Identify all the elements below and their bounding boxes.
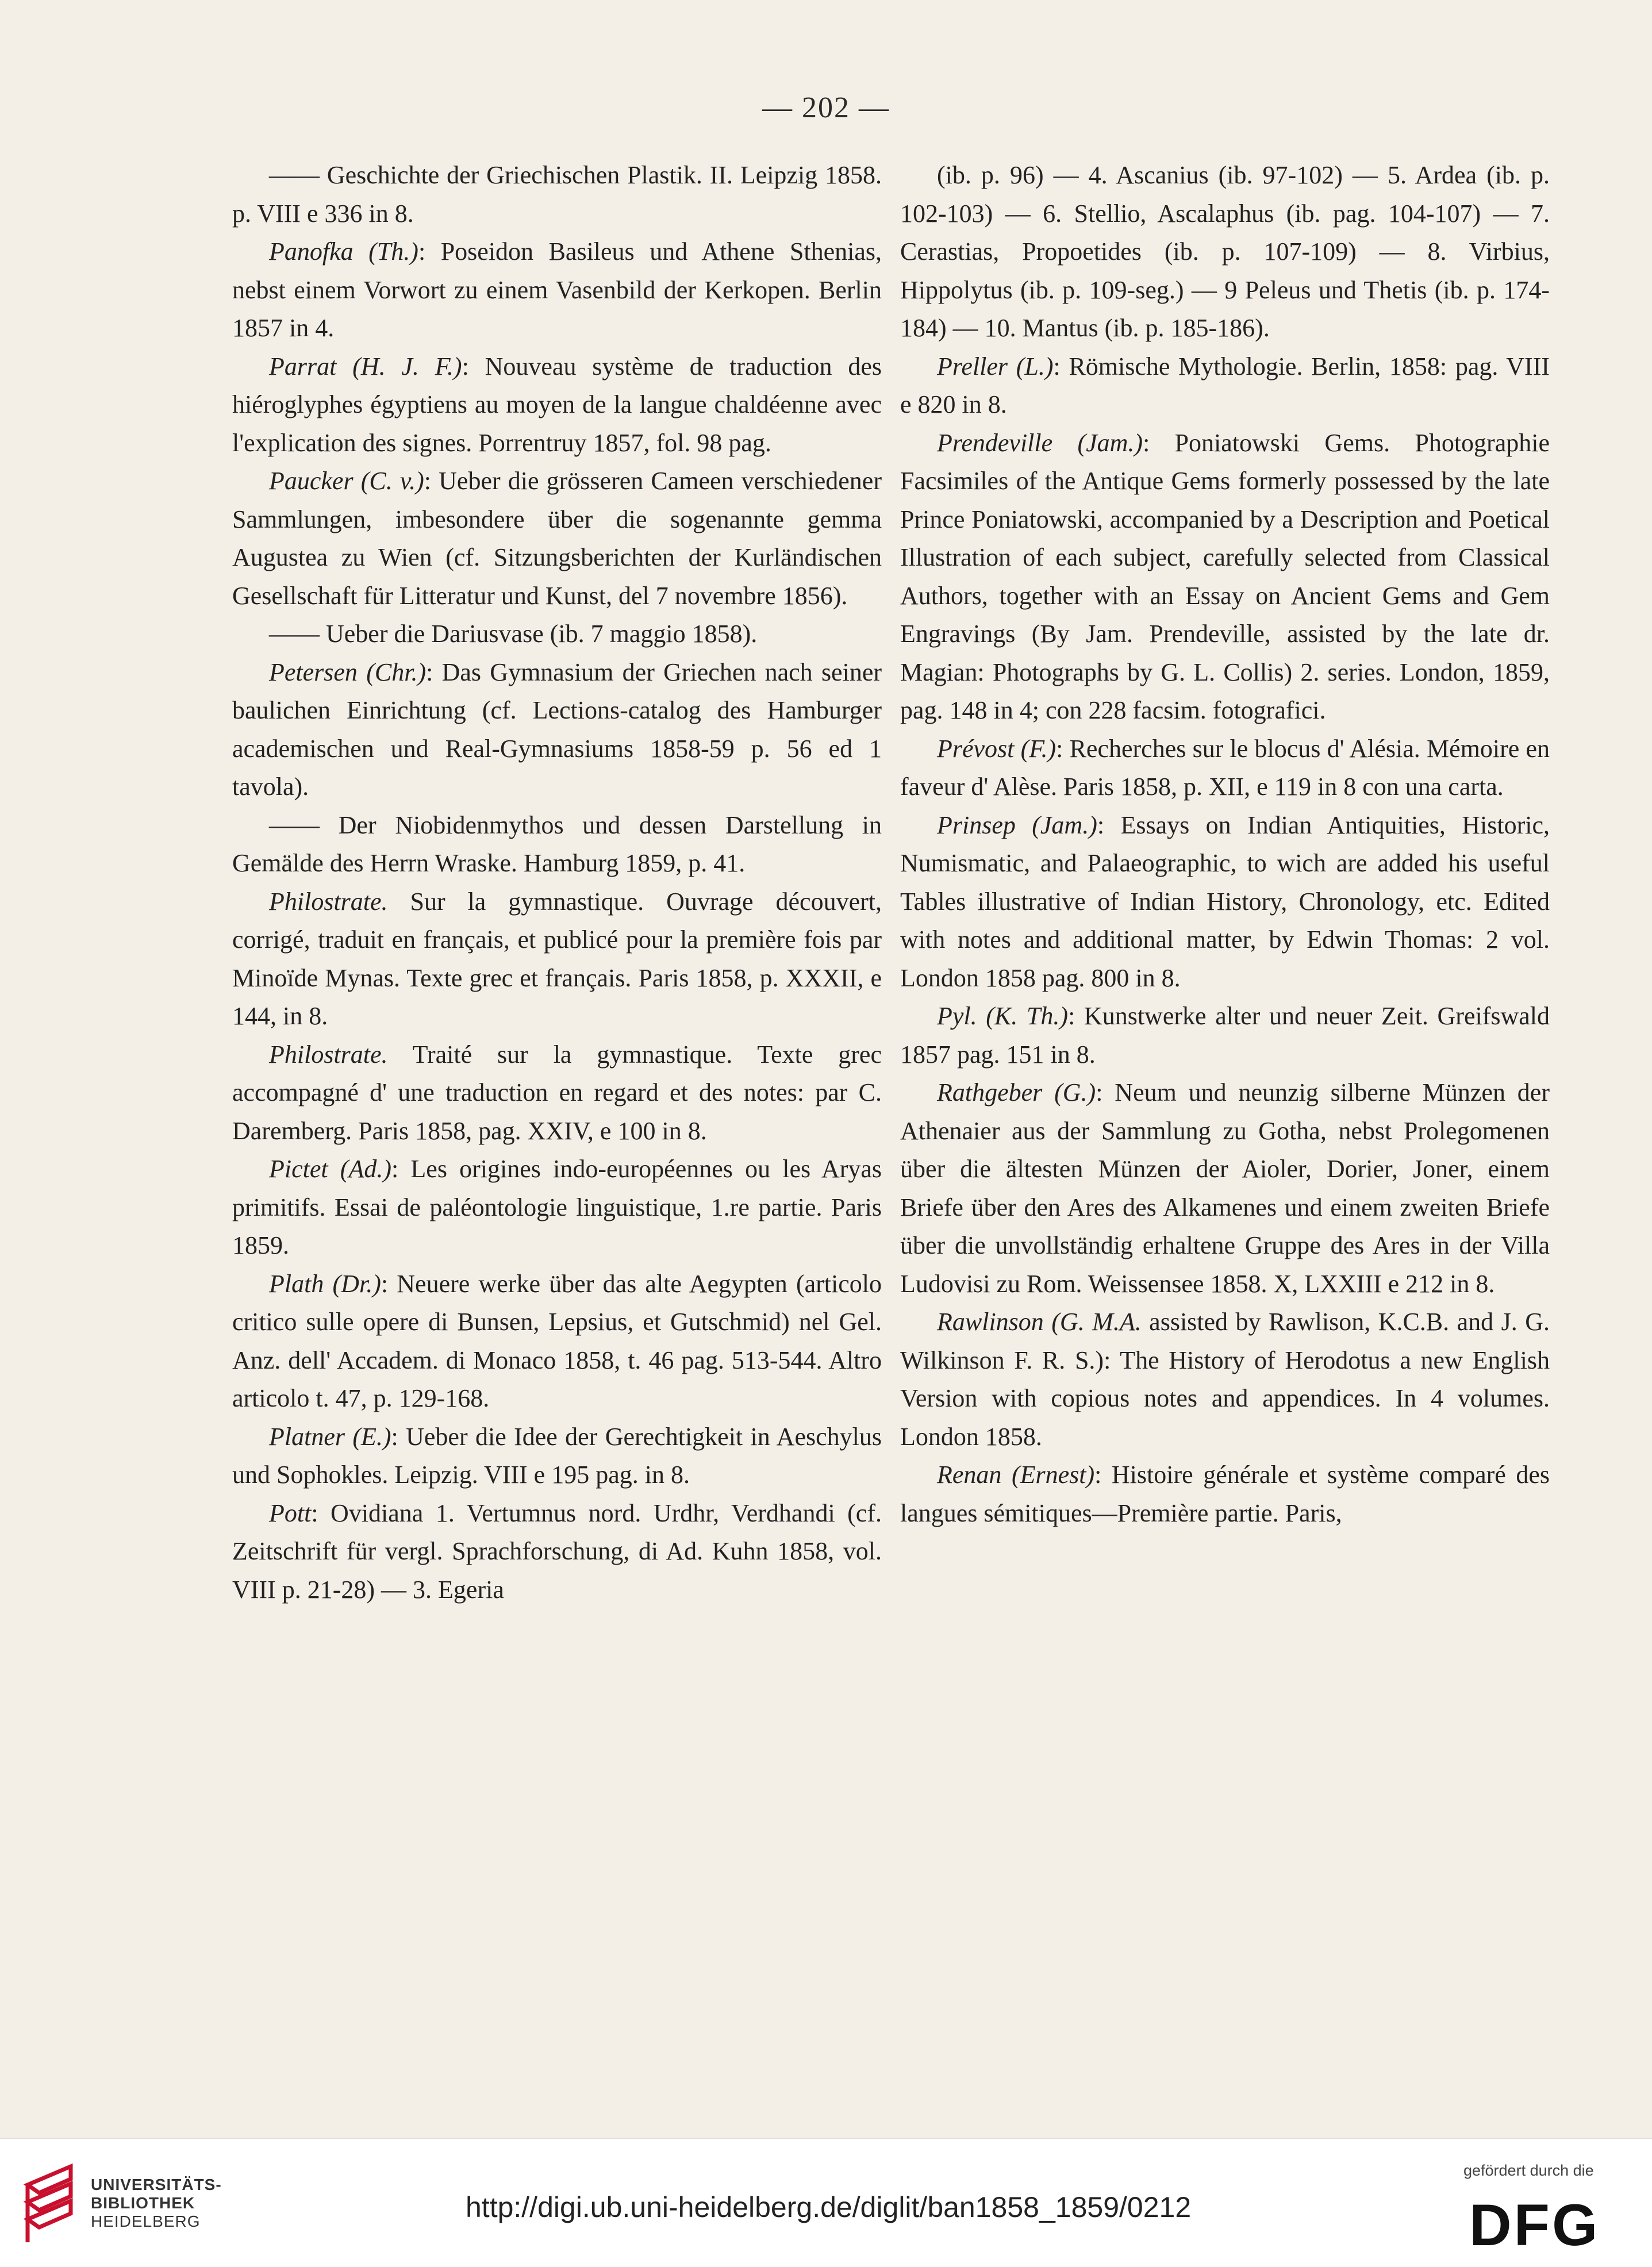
bibliography-entry — [232, 1494, 882, 1609]
entry-text: : Neum und neunzig silberne Münzen der Athenaier aus der Sammlung zu Gotha, nebst Prolegomenen über die ältesten Münzen der Aioler, Dorier, Joner, einem Briefe über den Ares des Alkamenes und einem zweiten Briefe über die unvollständig erhaltene Gruppe des Ares in der Villa Ludovisi zu Rom. Weissensee 1858. X, LXXIII e 212 in 8. — [900, 1078, 1550, 1298]
bibliography-entry — [232, 1418, 882, 1494]
entry-author: Parrat (H. J. F.) — [269, 352, 462, 381]
bibliography-entry — [900, 424, 1550, 730]
entry-lead-text: —— Der Niobidenmythos und dessen Darstellung in Gemälde des Herrn Wraske. Hamburg 1859, p. 41. — [232, 810, 882, 877]
entry-text: : Histoire générale et système comparé des langues sémitiques—Première partie. Paris, — [900, 1461, 1550, 1527]
entry-author: Plath (Dr.) — [269, 1269, 381, 1298]
bibliography-entry — [232, 1150, 882, 1265]
entry-author: Pyl. (K. Th.) — [937, 1002, 1069, 1030]
entry-author: Preller (L.) — [937, 352, 1054, 381]
bibliography-entry — [900, 730, 1550, 806]
dfg-logo: DFG — [1469, 2192, 1600, 2258]
entry-author: Platner (E.) — [269, 1422, 391, 1451]
entry-lead-text: (ib. p. 96) — 4. Ascanius (ib. 97-102) — 5. Ardea (ib. p. 102-103) — 6. Stellio, Ascalaphus (ib. pag. 104-107) — 7. Cerastias, Propoetides (ib. p. 107-109) — 8. Virbius, Hippolytus (ib. p. 109-seg.) — 9 Peleus und Thetis (ib. p. 174-184) — 10. Mantus (ib. p. 185-186). — [900, 161, 1550, 342]
entry-text: assisted by Rawlison, K.C.B. and J. G. Wilkinson F. R. S.): The History of Herodotus a new English Version with copious notes and appendices. In 4 volumes. London 1858. — [900, 1308, 1550, 1451]
entry-author: Pictet (Ad.) — [269, 1155, 391, 1183]
entry-text: Sur la gymnastique. Ouvrage découvert, corrigé, traduit en français, et publicé pour la première fois par Minoïde Mynas. Texte grec et français. Paris 1858, p. XXXII, e 144, in 8. — [232, 887, 882, 1030]
entry-author: Rathgeber (G.) — [937, 1078, 1096, 1106]
entry-author: Prinsep (Jam.) — [937, 810, 1097, 839]
funded-by-label: gefördert durch die — [1463, 2162, 1594, 2179]
library-name — [91, 2176, 222, 2231]
bibliography-entry — [232, 1265, 882, 1418]
entry-text: : Nouveau système de traduction des hiéroglyphes égyptiens au moyen de la langue chaldéenne avec l'explication des signes. Porrentruy 1857, fol. 98 pag. — [232, 352, 882, 457]
entry-author: Pott — [269, 1498, 312, 1527]
entry-text: : Poseidon Basileus und Athene Sthenias, nebst einem Vorwort zu einem Vasenbild der Kerkopen. Berlin 1857 in 4. — [232, 237, 882, 342]
entry-text: : Ovidiana 1. Vertumnus nord. Urdhr, Verdhandi (cf. Zeitschrift für vergl. Sprachforschung, di Ad. Kuhn 1858, vol. VIII p. 21-28) — 3. Egeria — [232, 1498, 882, 1604]
bibliography-entry — [232, 156, 882, 233]
entry-text: : Ueber die grösseren Cameen verschiedener Sammlungen, imbesondere über die sogenannte gemma Augustea zu Wien (cf. Sitzungsberichten der Kurländischen Gesellschaft für Litteratur und Kunst, del 7 novembre 1856). — [232, 467, 882, 610]
university-library-logo-icon — [16, 2162, 91, 2248]
bibliography-entry — [900, 348, 1550, 424]
bibliography-entry — [232, 1036, 882, 1151]
library-name-line-3: HEIDELBERG — [91, 2212, 201, 2230]
bibliography-entry — [900, 156, 1550, 348]
entry-lead-text: —— Geschichte der Griechischen Plastik. II. Leipzig 1858. p. VIII e 336 in 8. — [232, 161, 882, 228]
bibliography-entry — [900, 997, 1550, 1074]
entry-text: : Kunstwerke alter und neuer Zeit. Greifswald 1857 pag. 151 in 8. — [900, 1002, 1550, 1069]
entry-text: : Poniatowski Gems. Photographie Facsimiles of the Antique Gems formerly possessed by the late Prince Poniatowski, accompanied by a Description and Poetical Illustration of each subject, carefully selected from Classical Authors, together with an Essay on Ancient Gems and Gem Engravings (By Jam. Prendeville, assisted by the late dr. Magian: Photographs by G. L. Collis) 2. series. London, 1859, pag. 148 in 4; con 228 facsim. fotografici. — [900, 428, 1550, 724]
entry-author: Petersen (Chr.) — [269, 658, 427, 686]
entry-text: : Neuere werke über das alte Aegypten (articolo critico sulle opere di Bunsen, Lepsius, et Gutschmid) nel Gel. Anz. dell' Accadem. di Monaco 1858, t. 46 pag. 513-544. Altro articolo t. 47, p. 129-168. — [232, 1269, 882, 1412]
digitization-footer — [0, 2138, 1652, 2267]
entry-author: Philostrate. — [269, 1040, 388, 1069]
entry-author: Philostrate. — [269, 887, 388, 916]
entry-text: : Essays on Indian Antiquities, Historic, Numismatic, and Palaeographic, to wich are added his useful Tables illustrative of Indian History, Chronology, etc. Edited with notes and additional matter, by Edwin Thomas: 2 vol. London 1858 pag. 800 in 8. — [900, 810, 1550, 992]
bibliography-entry — [232, 462, 882, 615]
entry-author: Paucker (C. v.) — [269, 467, 424, 495]
entry-author: Prendeville (Jam.) — [937, 428, 1143, 457]
page-number: — 202 — — [762, 91, 890, 124]
bibliography-entry — [900, 1456, 1550, 1532]
entry-text: : Ueber die Idee der Gerechtigkeit in Aeschylus und Sophokles. Leipzig. VIII e 195 pag. in 8. — [232, 1422, 882, 1489]
entry-text: : Römische Mythologie. Berlin, 1858: pag. VIII e 820 in 8. — [900, 352, 1550, 418]
bibliography-entry — [232, 233, 882, 348]
entry-author: Prévost (F.) — [937, 734, 1056, 763]
bibliography-entry — [232, 348, 882, 463]
left-column — [232, 156, 882, 1609]
permalink-url[interactable]: http://digi.ub.uni-heidelberg.de/diglit/ban1858_1859/0212 — [466, 2191, 1192, 2223]
library-name-line-1: UNIVERSITÄTS- — [91, 2176, 222, 2193]
entry-text: : Das Gymnasium der Griechen nach seiner baulichen Einrichtung (cf. Lections-catalog des Hamburger academischen und Real-Gymnasiums 1858-59 p. 56 ed 1 tavola). — [232, 658, 882, 801]
entry-text: : Recherches sur le blocus d' Alésia. Mémoire en faveur d' Alèse. Paris 1858, p. XII, e 119 in 8 con una carta. — [900, 734, 1550, 801]
bibliography-entry — [900, 1074, 1550, 1303]
entry-author: Renan (Ernest) — [937, 1461, 1095, 1489]
entry-text: Traité sur la gymnastique. Texte grec accompagné d' une traduction en regard et des notes: par C. Daremberg. Paris 1858, pag. XXIV, e 100 in 8. — [232, 1040, 882, 1145]
bibliography-entry — [232, 883, 882, 1036]
right-column — [900, 156, 1550, 1532]
bibliography-entry — [232, 654, 882, 806]
bibliography-entry — [900, 806, 1550, 998]
entry-author: Rawlinson (G. M.A. — [937, 1308, 1142, 1336]
entry-lead-text: —— Ueber die Dariusvase (ib. 7 maggio 1858). — [269, 620, 758, 648]
bibliography-entry — [232, 806, 882, 883]
bibliography-entry — [900, 1303, 1550, 1456]
entry-author: Panofka (Th.) — [269, 237, 418, 266]
library-name-line-2: BIBLIOTHEK — [91, 2194, 195, 2212]
bibliography-entry — [232, 615, 882, 654]
entry-text: : Les origines indo-européennes ou les Aryas primitifs. Essai de paléontologie linguistique, 1.re partie. Paris 1859. — [232, 1155, 882, 1259]
